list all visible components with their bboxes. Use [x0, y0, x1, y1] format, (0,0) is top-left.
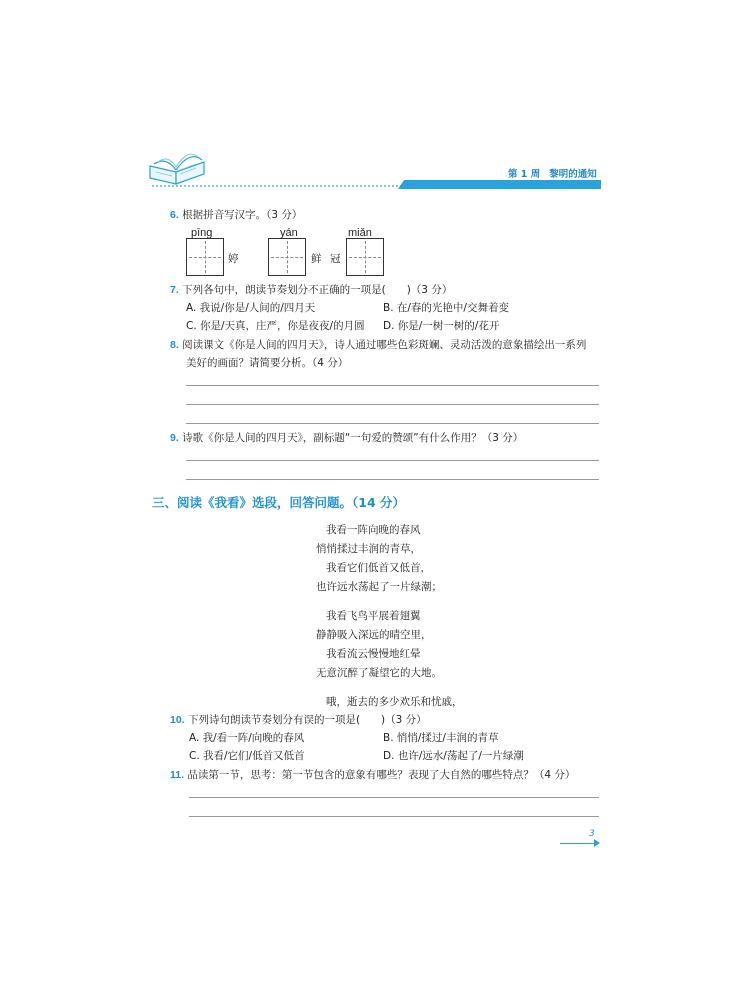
- question-8-line2: 美好的画面？请简要分析。（4 分）: [186, 357, 349, 369]
- question-6-text: 根据拼音写汉字。（3 分）: [182, 209, 303, 221]
- pinyin-2: yán: [280, 227, 298, 239]
- question-10-number: 10.: [170, 714, 185, 726]
- section-3-title: 三、阅读《我看》选段，回答问题。（14 分）: [152, 495, 405, 510]
- question-11-text: 品读第一节，思考：第一节包含的意象有哪些？表现了大自然的哪些特点？（4 分）: [187, 769, 576, 781]
- question-11: [170, 768, 575, 782]
- question-10-text: 下列诗句朗读节奏划分有误的一项是( )（3 分）: [187, 714, 427, 726]
- question-7: [170, 283, 452, 297]
- poem-line: 无意沉醉了凝望它的大地。: [316, 667, 442, 679]
- header-unit: 黎明的通知: [549, 169, 597, 180]
- answer-line[interactable]: [186, 385, 599, 386]
- poem-line: 静静吸入深远的晴空里，: [316, 629, 432, 641]
- question-8: [170, 338, 586, 352]
- page-number: 3: [589, 829, 595, 839]
- question-8-text-line1: 阅读课文《你是人间的四月天》，诗人通过哪些色彩斑斓、灵动活泼的意象描绘出一系列: [182, 339, 587, 351]
- question-7-option-a[interactable]: A. 我说/你是/人间的/四月天: [186, 302, 316, 314]
- writing-grid-2[interactable]: [268, 238, 306, 276]
- header-dotted-line: [152, 185, 402, 187]
- arrow-right-icon: [594, 839, 600, 847]
- page-number-line: [560, 843, 598, 844]
- poem-line: 我看流云慢慢地红晕: [326, 648, 421, 660]
- answer-line[interactable]: [186, 423, 599, 424]
- question-8-number: 8.: [170, 339, 179, 351]
- grid-char-3: 冠: [330, 253, 341, 265]
- header-week: 第 1 周: [508, 169, 541, 180]
- poem-line: 哦，逝去的多少欢乐和忧戚，: [326, 696, 463, 708]
- answer-line[interactable]: [186, 404, 599, 405]
- question-9-number: 9.: [170, 432, 179, 444]
- question-9-text: 诗歌《你是人间的四月天》，副标题“一句爱的赞颂”有什么作用？（3 分）: [182, 432, 524, 444]
- answer-line[interactable]: [189, 816, 599, 817]
- answer-line[interactable]: [189, 797, 599, 798]
- question-7-option-d[interactable]: D. 你是/一树一树的/花开: [383, 320, 500, 332]
- question-10: [170, 713, 427, 727]
- header-bar: [398, 180, 601, 189]
- question-10-option-a[interactable]: A. 我/看一阵/向晚的春风: [189, 732, 305, 744]
- poem-line: 悄悄揉过丰润的青草，: [316, 543, 421, 555]
- question-7-text: 下列各句中，朗读节奏划分不正确的一项是( )（3 分）: [182, 284, 453, 296]
- header-title: [508, 166, 597, 180]
- answer-line[interactable]: [186, 460, 599, 461]
- writing-grid-1[interactable]: [186, 238, 224, 276]
- writing-grid-3[interactable]: [346, 238, 384, 276]
- question-10-option-d[interactable]: D. 也许/远水/荡起了/一片绿潮: [383, 750, 524, 762]
- question-7-number: 7.: [170, 284, 179, 296]
- question-11-number: 11.: [170, 769, 185, 781]
- pinyin-3: miǎn: [348, 227, 372, 239]
- open-book-icon: [146, 148, 210, 188]
- grid-char-1: 婷: [228, 253, 239, 265]
- question-10-option-c[interactable]: C. 我看/它们/低首又低首: [189, 750, 305, 762]
- poem-line: 我看它们低首又低首，: [326, 562, 431, 574]
- question-10-option-b[interactable]: B. 悄悄/揉过/丰润的青草: [383, 732, 499, 744]
- question-7-option-b[interactable]: B. 在/春的光艳中/交舞着变: [383, 302, 509, 314]
- question-9: [170, 431, 523, 445]
- question-6: [170, 208, 302, 222]
- grid-char-2: 鲜: [311, 253, 322, 265]
- question-7-option-c[interactable]: C. 你是/天真，庄严，你是夜夜/的月圆: [186, 320, 365, 332]
- poem-line: 也许远水荡起了一片绿潮；: [316, 581, 442, 593]
- pinyin-1: pīng: [191, 227, 213, 239]
- poem-line: 我看飞鸟平展着翅翼: [326, 610, 421, 622]
- answer-line[interactable]: [186, 479, 599, 480]
- poem-line: 我看一阵向晚的春风: [326, 524, 421, 536]
- question-6-number: 6.: [170, 209, 179, 221]
